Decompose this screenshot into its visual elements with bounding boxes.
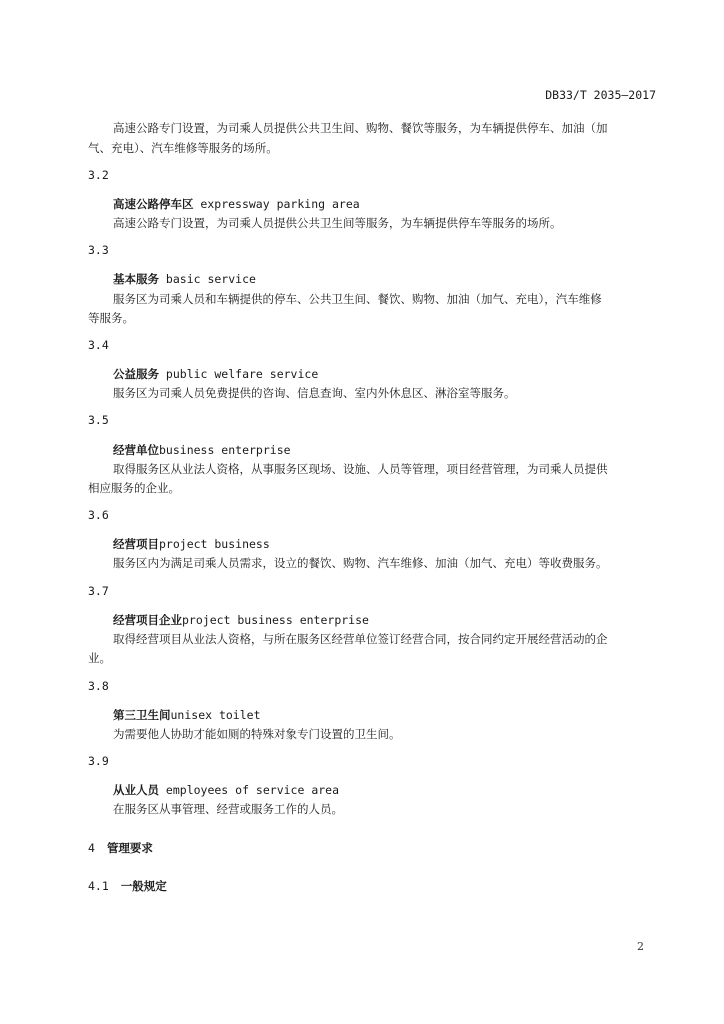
term-english: public welfare service (159, 367, 319, 381)
paragraph-line: 高速公路专门设置，为司乘人员提供公共卫生间、购物、餐饮等服务，为车辆提供停车、加油（加 (113, 121, 608, 135)
term-english: unisex toilet (170, 708, 261, 722)
term-chinese: 基本服务 (113, 272, 159, 286)
term-chinese: 高速公路停车区 (113, 197, 194, 211)
section-title: 管理要求 (106, 841, 153, 855)
term-definition: 取得经营项目从业法人资格，与所在服务区经营单位签订经营合同，按合同约定开展经营活动的企 (113, 632, 608, 646)
term-definition: 服务区为司乘人员和车辆提供的停车、公共卫生间、餐饮、购物、加油（加气、充电），汽车维修 (113, 292, 602, 306)
term-title (113, 442, 291, 458)
term-title (113, 782, 339, 798)
term-chinese: 公益服务 (113, 367, 159, 381)
page-number: 2 (637, 940, 644, 953)
clause-number: 3.4 (88, 338, 109, 352)
subsection-heading (88, 878, 167, 894)
term-title (113, 707, 261, 723)
term-title (113, 196, 360, 212)
paragraph-line: 气、充电）、汽车维修等服务的场所。 (88, 141, 278, 155)
clause-number: 3.3 (88, 243, 109, 257)
term-english: business enterprise (159, 443, 291, 457)
term-title (113, 271, 256, 287)
subsection-title: 一般规定 (120, 879, 167, 893)
clause-number: 3.8 (88, 679, 109, 693)
term-definition: 服务区内为满足司乘人员需求，设立的餐饮、购物、汽车维修、加油（加气、充电）等收费服务。 (113, 556, 608, 570)
term-chinese: 经营单位 (113, 443, 159, 457)
term-chinese: 经营项目企业 (113, 613, 182, 627)
clause-number: 3.5 (88, 413, 109, 427)
term-english: project business enterprise (182, 613, 369, 627)
term-title (113, 366, 318, 382)
document-code: DB33/T 2035—2017 (545, 88, 656, 102)
clause-number: 3.6 (88, 508, 109, 522)
term-definition: 相应服务的企业。 (88, 481, 180, 495)
subsection-number: 4.1 (88, 879, 109, 893)
clause-number: 3.2 (88, 168, 109, 182)
term-definition: 在服务区从事管理、经营或服务工作的人员。 (113, 802, 343, 816)
term-definition: 为需要他人协助才能如厕的特殊对象专门设置的卫生间。 (113, 727, 401, 741)
term-english: expressway parking area (193, 197, 360, 211)
term-title (113, 612, 369, 628)
term-chinese: 从业人员 (113, 783, 159, 797)
term-chinese: 第三卫生间 (113, 708, 171, 722)
term-chinese: 经营项目 (113, 537, 159, 551)
term-title (113, 536, 270, 552)
section-number: 4 (88, 841, 95, 855)
term-definition: 服务区为司乘人员免费提供的咨询、信息查询、室内外休息区、淋浴室等服务。 (113, 386, 516, 400)
clause-number: 3.9 (88, 754, 109, 768)
term-english: project business (159, 537, 270, 551)
term-english: employees of service area (159, 783, 340, 797)
term-definition: 等服务。 (88, 311, 134, 325)
term-definition: 高速公路专门设置，为司乘人员提供公共卫生间等服务，为车辆提供停车等服务的场所。 (113, 216, 562, 230)
section-heading (88, 840, 153, 856)
term-english: basic service (159, 272, 256, 286)
clause-number: 3.7 (88, 584, 109, 598)
term-definition: 业。 (88, 651, 111, 665)
term-definition: 取得服务区从业法人资格，从事服务区现场、设施、人员等管理，项目经营管理，为司乘人员提供 (113, 462, 608, 476)
